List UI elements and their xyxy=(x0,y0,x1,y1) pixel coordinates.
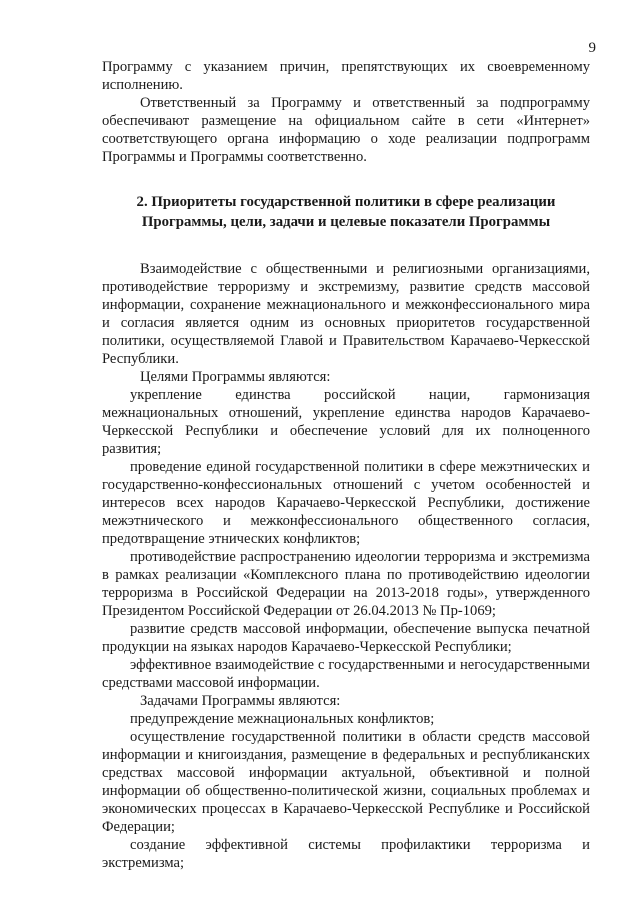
task-item: создание эффективной системы профилактики терроризма и экстремизма; xyxy=(102,837,590,871)
page-number: 9 xyxy=(588,40,596,56)
goals-label: Целями Программы являются: xyxy=(140,369,331,385)
section-heading: 2. Приоритеты государственной политики в сфере реализации Программы, цели, задачи и целевые показатели Программы xyxy=(136,194,556,230)
task-item: осуществление государственной политики в области средств массовой информации и книгоиздания, размещение в федеральных и республиканских средствах массовой информации актуальной, объективной и полной информации об общественно-политической жизни, социальных проблемах и экономических процессах в Карачаево-Черкесской Республике и Российской Федерации; xyxy=(102,729,590,835)
goal-item: противодействие распространению идеологии терроризма и экстремизма в рамках реализации «Комплексного плана по противодействию идеологии терроризма в Российской Федерации на 2013-2018 годы», утвержденного Президентом Российской Федерации от 26.04.2013 № Пр-1069; xyxy=(102,549,590,619)
goal-item: укрепление единства российской нации, гармонизация межнациональных отношений, укрепление единства народов Карачаево-Черкесской Республики и обеспечение условий для их полноценного развития; xyxy=(102,387,590,457)
page-content xyxy=(102,58,590,872)
intro-paragraph-1: Программу с указанием причин, препятствующих их своевременному исполнению. xyxy=(102,59,590,93)
main-paragraph: Взаимодействие с общественными и религиозными организациями, противодействие терроризму и экстремизму, развитие средств массовой информации, сохранение межнационального и межконфессионального мира и согласия является одним из основных приоритетов государственной политики, осуществляемой Главой и Правительством Карачаево-Черкесской Республики. xyxy=(102,261,590,367)
intro-paragraph-2: Ответственный за Программу и ответственный за подпрограмму обеспечивают размещение на официальном сайте в сети «Интернет» соответствующего органа информацию о ходе реализации подпрограмм Программы и Программы соответственно. xyxy=(102,95,590,165)
tasks-label: Задачами Программы являются: xyxy=(140,693,341,709)
task-item: предупреждение межнациональных конфликтов; xyxy=(130,711,435,727)
goal-item: эффективное взаимодействие с государственными и негосударственными средствами массовой информации. xyxy=(102,657,590,691)
goal-item: проведение единой государственной политики в сфере межэтнических и государственно-конфессиональных отношений с учетом особенностей и интересов всех народов Карачаево-Черкесской Республики, достижение межэтнического и межконфессионального общественного согласия, предотвращение этнических конфликтов; xyxy=(102,459,590,547)
goal-item: развитие средств массовой информации, обеспечение выпуска печатной продукции на языках народов Карачаево-Черкесской Республики; xyxy=(102,621,590,655)
